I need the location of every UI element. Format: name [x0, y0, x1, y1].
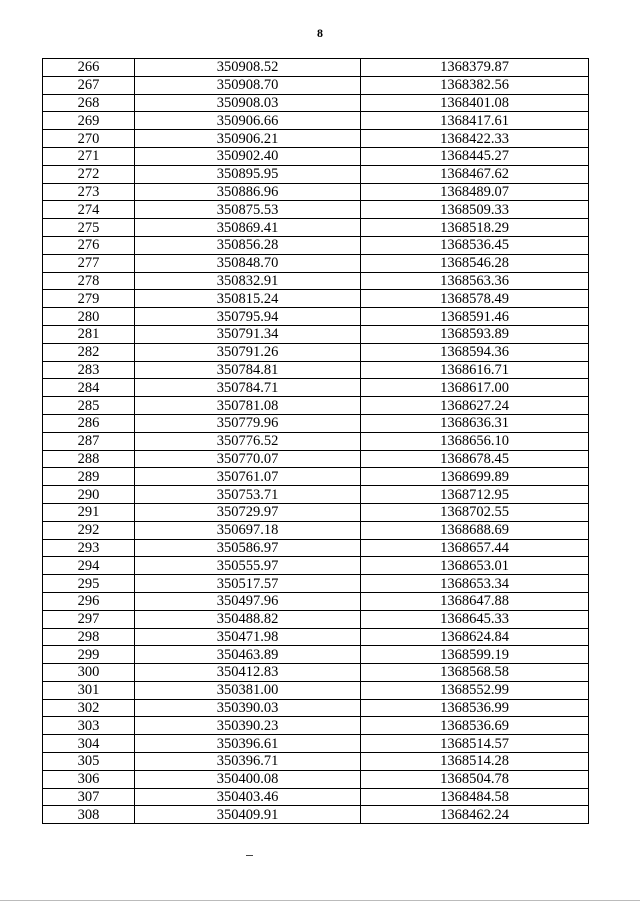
- point-number-cell: 276: [43, 236, 135, 254]
- x-coordinate-cell: 350875.53: [135, 201, 361, 219]
- table-row: [43, 414, 589, 432]
- y-coordinate-cell: 1368546.28: [361, 254, 589, 272]
- table-row: [43, 753, 589, 771]
- y-coordinate-cell: 1368591.46: [361, 308, 589, 326]
- table-row: [43, 343, 589, 361]
- x-coordinate-cell: 350856.28: [135, 236, 361, 254]
- y-coordinate-cell: 1368552.99: [361, 681, 589, 699]
- point-number-cell: 307: [43, 788, 135, 806]
- y-coordinate-cell: 1368636.31: [361, 414, 589, 432]
- x-coordinate-cell: 350400.08: [135, 770, 361, 788]
- table-row: [43, 397, 589, 415]
- point-number-cell: 292: [43, 521, 135, 539]
- point-number-cell: 279: [43, 290, 135, 308]
- point-number-cell: 285: [43, 397, 135, 415]
- point-number-cell: 304: [43, 735, 135, 753]
- stray-mark: [246, 855, 253, 856]
- point-number-cell: 308: [43, 806, 135, 824]
- point-number-cell: 305: [43, 753, 135, 771]
- page-bottom-edge: [0, 900, 640, 901]
- y-coordinate-cell: 1368656.10: [361, 432, 589, 450]
- table-row: [43, 575, 589, 593]
- table-row: [43, 788, 589, 806]
- point-number-cell: 275: [43, 219, 135, 237]
- y-coordinate-cell: 1368462.24: [361, 806, 589, 824]
- table-row: [43, 628, 589, 646]
- table-row: [43, 592, 589, 610]
- point-number-cell: 306: [43, 770, 135, 788]
- y-coordinate-cell: 1368467.62: [361, 165, 589, 183]
- table-row: [43, 806, 589, 824]
- x-coordinate-cell: 350902.40: [135, 147, 361, 165]
- table-row: [43, 254, 589, 272]
- y-coordinate-cell: 1368594.36: [361, 343, 589, 361]
- table-row: [43, 610, 589, 628]
- table-row: [43, 201, 589, 219]
- y-coordinate-cell: 1368653.01: [361, 557, 589, 575]
- x-coordinate-cell: 350832.91: [135, 272, 361, 290]
- y-coordinate-cell: 1368422.33: [361, 130, 589, 148]
- x-coordinate-cell: 350906.21: [135, 130, 361, 148]
- table-row: [43, 770, 589, 788]
- table-row: [43, 557, 589, 575]
- y-coordinate-cell: 1368536.69: [361, 717, 589, 735]
- table-row: [43, 361, 589, 379]
- x-coordinate-cell: 350729.97: [135, 503, 361, 521]
- table-row: [43, 183, 589, 201]
- y-coordinate-cell: 1368445.27: [361, 147, 589, 165]
- x-coordinate-cell: 350770.07: [135, 450, 361, 468]
- x-coordinate-cell: 350396.71: [135, 753, 361, 771]
- x-coordinate-cell: 350791.26: [135, 343, 361, 361]
- point-number-cell: 284: [43, 379, 135, 397]
- table-row: [43, 735, 589, 753]
- y-coordinate-cell: 1368489.07: [361, 183, 589, 201]
- x-coordinate-cell: 350586.97: [135, 539, 361, 557]
- point-number-cell: 303: [43, 717, 135, 735]
- page-number: 8: [317, 26, 323, 40]
- point-number-cell: 270: [43, 130, 135, 148]
- x-coordinate-cell: 350403.46: [135, 788, 361, 806]
- y-coordinate-cell: 1368617.00: [361, 379, 589, 397]
- table-row: [43, 290, 589, 308]
- point-number-cell: 278: [43, 272, 135, 290]
- x-coordinate-cell: 350555.97: [135, 557, 361, 575]
- y-coordinate-cell: 1368563.36: [361, 272, 589, 290]
- point-number-cell: 266: [43, 59, 135, 77]
- point-number-cell: 287: [43, 432, 135, 450]
- y-coordinate-cell: 1368712.95: [361, 486, 589, 504]
- x-coordinate-cell: 350697.18: [135, 521, 361, 539]
- y-coordinate-cell: 1368514.28: [361, 753, 589, 771]
- table-row: [43, 112, 589, 130]
- y-coordinate-cell: 1368401.08: [361, 94, 589, 112]
- point-number-cell: 277: [43, 254, 135, 272]
- table-row: [43, 681, 589, 699]
- y-coordinate-cell: 1368417.61: [361, 112, 589, 130]
- table-row: [43, 486, 589, 504]
- x-coordinate-cell: 350761.07: [135, 468, 361, 486]
- y-coordinate-cell: 1368647.88: [361, 592, 589, 610]
- point-number-cell: 280: [43, 308, 135, 326]
- point-number-cell: 267: [43, 76, 135, 94]
- x-coordinate-cell: 350390.23: [135, 717, 361, 735]
- x-coordinate-cell: 350396.61: [135, 735, 361, 753]
- point-number-cell: 283: [43, 361, 135, 379]
- y-coordinate-cell: 1368616.71: [361, 361, 589, 379]
- x-coordinate-cell: 350390.03: [135, 699, 361, 717]
- table-row: [43, 646, 589, 664]
- y-coordinate-cell: 1368536.45: [361, 236, 589, 254]
- table-row: [43, 59, 589, 77]
- x-coordinate-cell: 350795.94: [135, 308, 361, 326]
- table-row: [43, 539, 589, 557]
- point-number-cell: 297: [43, 610, 135, 628]
- point-number-cell: 281: [43, 325, 135, 343]
- x-coordinate-cell: 350791.34: [135, 325, 361, 343]
- y-coordinate-cell: 1368504.78: [361, 770, 589, 788]
- x-coordinate-cell: 350412.83: [135, 664, 361, 682]
- y-coordinate-cell: 1368518.29: [361, 219, 589, 237]
- coordinates-table: [42, 58, 589, 824]
- table-row: [43, 325, 589, 343]
- x-coordinate-cell: 350381.00: [135, 681, 361, 699]
- y-coordinate-cell: 1368568.58: [361, 664, 589, 682]
- y-coordinate-cell: 1368382.56: [361, 76, 589, 94]
- y-coordinate-cell: 1368688.69: [361, 521, 589, 539]
- point-number-cell: 286: [43, 414, 135, 432]
- point-number-cell: 294: [43, 557, 135, 575]
- y-coordinate-cell: 1368653.34: [361, 575, 589, 593]
- point-number-cell: 302: [43, 699, 135, 717]
- point-number-cell: 282: [43, 343, 135, 361]
- y-coordinate-cell: 1368699.89: [361, 468, 589, 486]
- table-row: [43, 664, 589, 682]
- point-number-cell: 273: [43, 183, 135, 201]
- y-coordinate-cell: 1368536.99: [361, 699, 589, 717]
- y-coordinate-cell: 1368578.49: [361, 290, 589, 308]
- table-row: [43, 147, 589, 165]
- y-coordinate-cell: 1368509.33: [361, 201, 589, 219]
- y-coordinate-cell: 1368627.24: [361, 397, 589, 415]
- y-coordinate-cell: 1368379.87: [361, 59, 589, 77]
- x-coordinate-cell: 350784.71: [135, 379, 361, 397]
- y-coordinate-cell: 1368484.58: [361, 788, 589, 806]
- table-row: [43, 521, 589, 539]
- x-coordinate-cell: 350753.71: [135, 486, 361, 504]
- table-row: [43, 165, 589, 183]
- table-row: [43, 308, 589, 326]
- x-coordinate-cell: 350895.95: [135, 165, 361, 183]
- point-number-cell: 293: [43, 539, 135, 557]
- table-row: [43, 379, 589, 397]
- point-number-cell: 300: [43, 664, 135, 682]
- coordinates-table-body: [43, 59, 589, 824]
- point-number-cell: 299: [43, 646, 135, 664]
- table-row: [43, 450, 589, 468]
- point-number-cell: 296: [43, 592, 135, 610]
- table-row: [43, 699, 589, 717]
- y-coordinate-cell: 1368702.55: [361, 503, 589, 521]
- y-coordinate-cell: 1368593.89: [361, 325, 589, 343]
- x-coordinate-cell: 350517.57: [135, 575, 361, 593]
- y-coordinate-cell: 1368599.19: [361, 646, 589, 664]
- x-coordinate-cell: 350848.70: [135, 254, 361, 272]
- y-coordinate-cell: 1368645.33: [361, 610, 589, 628]
- point-number-cell: 288: [43, 450, 135, 468]
- table-row: [43, 94, 589, 112]
- point-number-cell: 290: [43, 486, 135, 504]
- y-coordinate-cell: 1368514.57: [361, 735, 589, 753]
- x-coordinate-cell: 350908.03: [135, 94, 361, 112]
- point-number-cell: 272: [43, 165, 135, 183]
- x-coordinate-cell: 350869.41: [135, 219, 361, 237]
- table-row: [43, 717, 589, 735]
- x-coordinate-cell: 350488.82: [135, 610, 361, 628]
- point-number-cell: 269: [43, 112, 135, 130]
- x-coordinate-cell: 350779.96: [135, 414, 361, 432]
- point-number-cell: 295: [43, 575, 135, 593]
- point-number-cell: 289: [43, 468, 135, 486]
- x-coordinate-cell: 350497.96: [135, 592, 361, 610]
- x-coordinate-cell: 350463.89: [135, 646, 361, 664]
- x-coordinate-cell: 350776.52: [135, 432, 361, 450]
- table-row: [43, 130, 589, 148]
- x-coordinate-cell: 350906.66: [135, 112, 361, 130]
- x-coordinate-cell: 350815.24: [135, 290, 361, 308]
- point-number-cell: 271: [43, 147, 135, 165]
- table-row: [43, 236, 589, 254]
- table-row: [43, 432, 589, 450]
- x-coordinate-cell: 350886.96: [135, 183, 361, 201]
- point-number-cell: 298: [43, 628, 135, 646]
- point-number-cell: 301: [43, 681, 135, 699]
- x-coordinate-cell: 350908.52: [135, 59, 361, 77]
- point-number-cell: 268: [43, 94, 135, 112]
- table-row: [43, 272, 589, 290]
- y-coordinate-cell: 1368624.84: [361, 628, 589, 646]
- x-coordinate-cell: 350784.81: [135, 361, 361, 379]
- point-number-cell: 274: [43, 201, 135, 219]
- x-coordinate-cell: 350908.70: [135, 76, 361, 94]
- table-row: [43, 503, 589, 521]
- point-number-cell: 291: [43, 503, 135, 521]
- x-coordinate-cell: 350471.98: [135, 628, 361, 646]
- x-coordinate-cell: 350409.91: [135, 806, 361, 824]
- y-coordinate-cell: 1368657.44: [361, 539, 589, 557]
- x-coordinate-cell: 350781.08: [135, 397, 361, 415]
- table-row: [43, 468, 589, 486]
- y-coordinate-cell: 1368678.45: [361, 450, 589, 468]
- table-row: [43, 219, 589, 237]
- table-row: [43, 76, 589, 94]
